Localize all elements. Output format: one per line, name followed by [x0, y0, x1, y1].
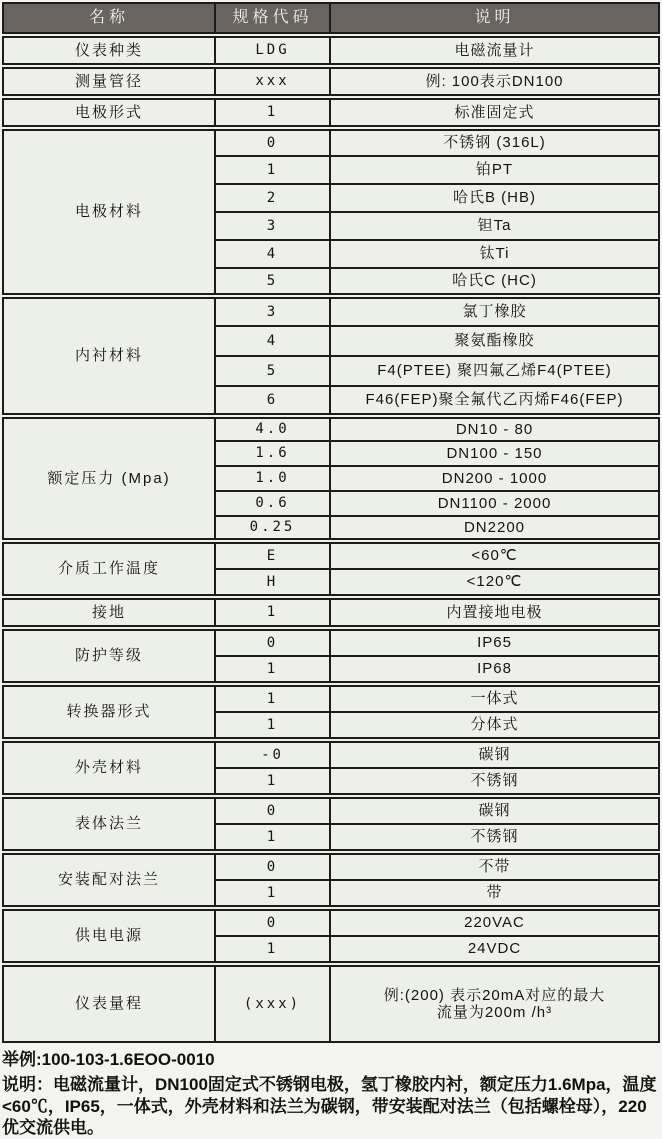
code-cell: 4: [215, 240, 330, 268]
group-name-cell: 内衬材料: [3, 296, 215, 416]
desc-cell: 钛Ti: [330, 240, 659, 268]
table-row: [3, 416, 659, 441]
desc-cell: 铂PT: [330, 156, 659, 184]
code-cell: 4.0: [215, 416, 330, 441]
code-cell: 2: [215, 184, 330, 212]
table-row: [3, 66, 659, 97]
table-row: [3, 684, 659, 712]
code-cell: -0: [215, 740, 330, 768]
code-cell: 0: [215, 628, 330, 656]
example-note-line: 说明：电磁流量计，DN100固定式不锈钢电极，氢丁橡胶内衬，额定压力1.6Mpa，温度<60℃，IP65，一体式，外壳材料和法兰为碳钢，带安装配对法兰（包括螺栓母），220优交流供电。: [2, 1074, 657, 1138]
header-code: 规格代码: [215, 3, 330, 35]
desc-cell: 钽Ta: [330, 212, 659, 240]
desc-cell: F4(PTEE) 聚四氟乙烯F4(PTEE): [330, 356, 659, 386]
code-cell: 5: [215, 268, 330, 296]
code-cell: E: [215, 541, 330, 569]
code-cell: 6: [215, 386, 330, 416]
code-cell: 1: [215, 824, 330, 852]
group-name-cell: 防护等级: [3, 628, 215, 684]
table-row: [3, 97, 659, 128]
table-row: [3, 35, 659, 66]
code-cell: 3: [215, 296, 330, 326]
desc-cell: DN100 - 150: [330, 441, 659, 466]
desc-cell: DN2200: [330, 516, 659, 541]
code-cell: LDG: [215, 35, 330, 66]
table-row: [3, 852, 659, 880]
table-header-row: [3, 3, 659, 35]
code-cell: xxx: [215, 66, 330, 97]
desc-cell: 聚氨酯橡胶: [330, 326, 659, 356]
desc-cell: 例: 100表示DN100: [330, 66, 659, 97]
group-name-cell: 外壳材料: [3, 740, 215, 796]
group-name-cell: 转换器形式: [3, 684, 215, 740]
code-cell: 1.0: [215, 466, 330, 491]
desc-cell: 不锈钢: [330, 824, 659, 852]
desc-cell: 碳钢: [330, 740, 659, 768]
code-cell: 1: [215, 156, 330, 184]
desc-cell: 带: [330, 880, 659, 908]
code-cell: 0.6: [215, 491, 330, 516]
table-row: [3, 740, 659, 768]
code-cell: 5: [215, 356, 330, 386]
code-cell: 1: [215, 656, 330, 684]
desc-cell: 哈氏B (HB): [330, 184, 659, 212]
desc-cell: DN10 - 80: [330, 416, 659, 441]
desc-cell: 电磁流量计: [330, 35, 659, 66]
group-name-cell: 接地: [3, 597, 215, 628]
code-cell: H: [215, 569, 330, 597]
table-row: [3, 541, 659, 569]
group-name-cell: 介质工作温度: [3, 541, 215, 597]
code-cell: 1.6: [215, 441, 330, 466]
code-cell: 1: [215, 880, 330, 908]
desc-cell: 哈氏C (HC): [330, 268, 659, 296]
example-code-line: 举例:100-103-1.6EOO-0010: [2, 1050, 215, 1069]
code-cell: 1: [215, 597, 330, 628]
table-row: [3, 128, 659, 156]
desc-cell: IP65: [330, 628, 659, 656]
code-cell: 0: [215, 852, 330, 880]
desc-cell: DN200 - 1000: [330, 466, 659, 491]
desc-cell: 分体式: [330, 712, 659, 740]
desc-line-2: 流量为200m /h³: [436, 1004, 553, 1021]
header-desc: 说明: [330, 3, 659, 35]
code-cell: 4: [215, 326, 330, 356]
desc-cell: 220VAC: [330, 908, 659, 936]
desc-cell: 不带: [330, 852, 659, 880]
header-name: 名称: [3, 3, 215, 35]
code-cell: 0: [215, 908, 330, 936]
table-row: [3, 964, 659, 1042]
desc-cell: [330, 964, 659, 1042]
table-row: [3, 628, 659, 656]
desc-cell: 不锈钢: [330, 768, 659, 796]
desc-cell: 内置接地电极: [330, 597, 659, 628]
footnote-block: [0, 1043, 662, 1139]
desc-line-1: 例:(200) 表示20mA对应的最大: [383, 986, 606, 1004]
code-cell: 1: [215, 97, 330, 128]
code-cell: 1: [215, 768, 330, 796]
table-row: [3, 597, 659, 628]
table-row: [3, 908, 659, 936]
desc-cell: 不锈钢 (316L): [330, 128, 659, 156]
table-row: [3, 796, 659, 824]
code-cell: (xxx): [215, 964, 330, 1042]
desc-cell: 氯丁橡胶: [330, 296, 659, 326]
group-name-cell: 额定压力 (Mpa): [3, 416, 215, 541]
code-cell: 0: [215, 128, 330, 156]
desc-cell: <120℃: [330, 569, 659, 597]
desc-cell: 碳钢: [330, 796, 659, 824]
group-name-cell: 电极形式: [3, 97, 215, 128]
group-name-cell: 表体法兰: [3, 796, 215, 852]
desc-cell: DN1100 - 2000: [330, 491, 659, 516]
desc-cell: 24VDC: [330, 936, 659, 964]
code-cell: 3: [215, 212, 330, 240]
code-cell: 1: [215, 712, 330, 740]
group-name-cell: 安装配对法兰: [3, 852, 215, 908]
code-cell: 0.25: [215, 516, 330, 541]
spec-code-table: [2, 2, 660, 1043]
desc-cell: IP68: [330, 656, 659, 684]
code-cell: 0: [215, 796, 330, 824]
group-name-cell: 供电电源: [3, 908, 215, 964]
group-name-cell: 仪表量程: [3, 964, 215, 1042]
desc-cell: F46(FEP)聚全氟代乙丙烯F46(FEP): [330, 386, 659, 416]
group-name-cell: 电极材料: [3, 128, 215, 296]
desc-cell: <60℃: [330, 541, 659, 569]
code-cell: 1: [215, 936, 330, 964]
desc-cell: 一体式: [330, 684, 659, 712]
desc-cell: 标准固定式: [330, 97, 659, 128]
group-name-cell: 测量管径: [3, 66, 215, 97]
table-row: [3, 296, 659, 326]
code-cell: 1: [215, 684, 330, 712]
group-name-cell: 仪表种类: [3, 35, 215, 66]
